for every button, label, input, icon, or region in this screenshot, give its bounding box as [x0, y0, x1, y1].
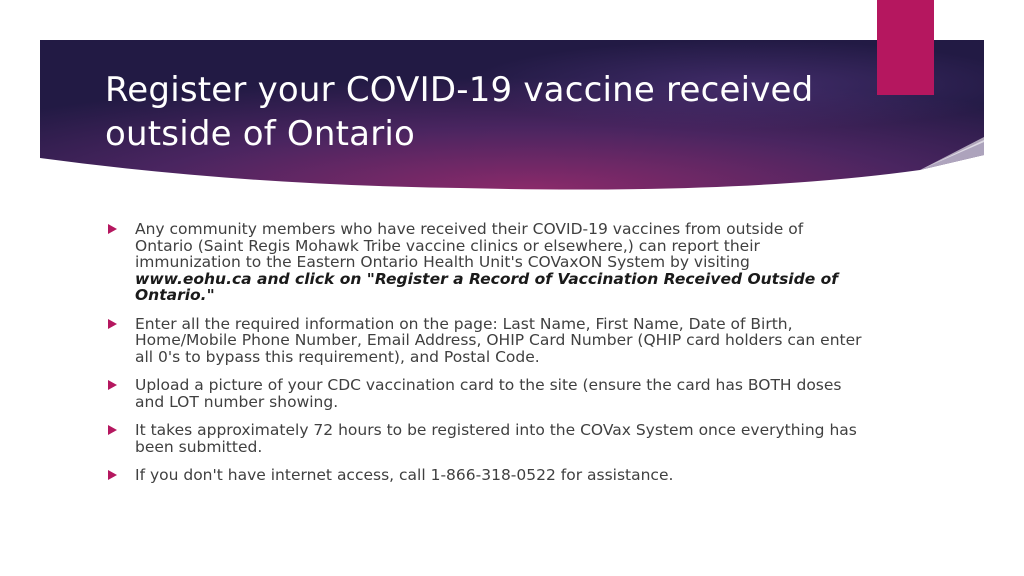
eohu-link-instruction[interactable]: www.eohu.ca and click on "Register a Record of Vaccination Received Outside of Ontario.": [135, 269, 839, 304]
bullet-text: Upload a picture of your CDC vaccination card to the site (ensure the card has BOTH doses and LOT number showing.: [135, 376, 842, 411]
triangle-bullet-icon: [108, 425, 117, 435]
bullet-item-phone-assistance: [105, 467, 865, 484]
triangle-bullet-icon: [108, 470, 117, 480]
bullet-item-processing-time: [105, 422, 865, 455]
accent-tab: [877, 0, 934, 95]
bullet-item-upload-card: [105, 377, 865, 410]
bullet-text: Any community members who have received their COVID-19 vaccines from outside of Ontario (Saint Regis Mohawk Tribe vaccine clinics or elsewhere,) can report their immunization to the Eastern Ontario Health Unit's COVaxON System by visiting: [135, 220, 804, 271]
bullet-item-required-info: [105, 316, 865, 366]
bullet-text: Enter all the required information on the page: Last Name, First Name, Date of Birth, Home/Mobile Phone Number, Email Address, OHIP Card Number (QHIP card holders can enter all 0's to bypass this requirement), and Postal Code.: [135, 314, 862, 366]
triangle-bullet-icon: [108, 224, 117, 234]
triangle-bullet-icon: [108, 380, 117, 390]
slide-title: Register your COVID-19 vaccine received outside of Ontario: [105, 70, 814, 154]
triangle-bullet-icon: [108, 319, 117, 329]
bullet-text: If you don't have internet access, call 1-866-318-0522 for assistance.: [135, 466, 674, 484]
bullet-item-register-record: [105, 221, 865, 304]
bullet-list: [105, 221, 865, 496]
bullet-text: It takes approximately 72 hours to be registered into the COVax System once everything has been submitted.: [135, 421, 857, 456]
